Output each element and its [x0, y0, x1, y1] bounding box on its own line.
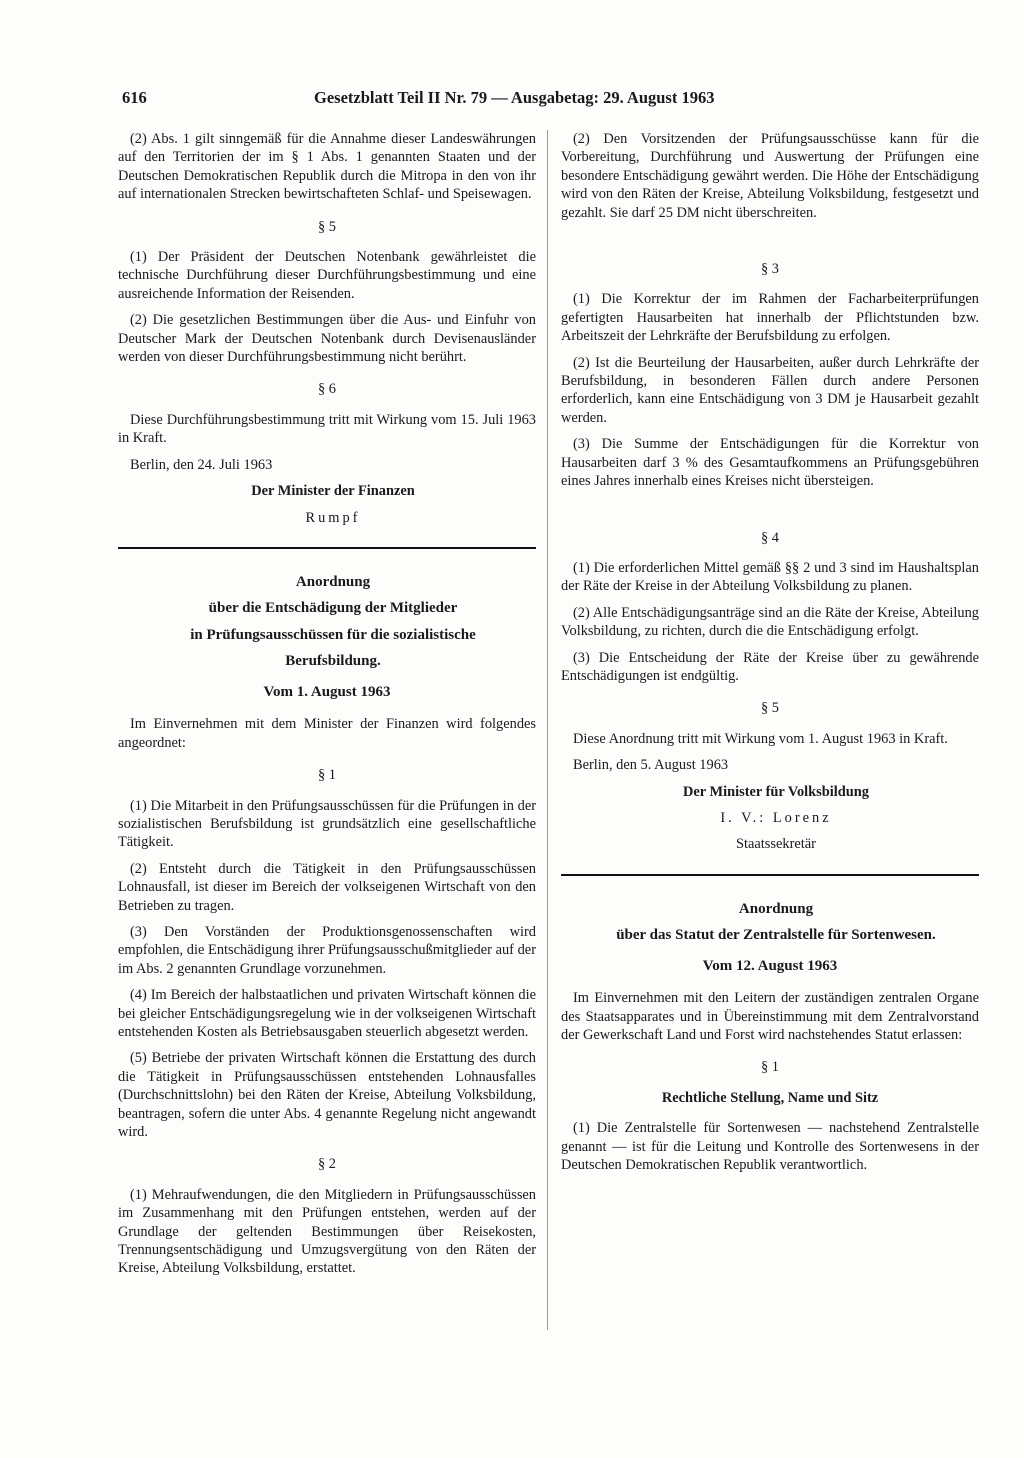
section-heading: § 5 [318, 218, 336, 235]
page-header [122, 88, 782, 112]
section-heading: § 1 [761, 1059, 779, 1076]
page-number: 616 [122, 88, 147, 107]
paragraph: (1) Die erforderlichen Mittel gemäß §§ 2 und 3 sind im Haushaltsplan der Räte der Kreise in der Abteilung Volksbildung zu planen. [561, 559, 979, 595]
paragraph: (1) Die Zentralstelle für Sortenwesen — nachstehend Zentralstelle genannt — ist für die Leitung und Kontrolle des Sortenwesens in der Deutschen Demokratischen Republik verantwortlich. [561, 1120, 979, 1174]
signer-title: Der Minister für Volksbildung [683, 783, 869, 800]
section-heading: § 2 [318, 1156, 336, 1173]
paragraph: (1) Die Korrektur der im Rahmen der Facharbeiterprüfungen gefertigten Hausarbeiten hat innerhalb der Pflichtstunden bzw. Arbeitszeit der Lehrkräfte der Berufsbildung zu erfolgen. [561, 291, 979, 345]
ordinance-title: Berufsbildung. [285, 653, 381, 670]
ordinance-date: Vom 1. August 1963 [263, 683, 391, 700]
spacer [561, 499, 979, 515]
section-heading: § 4 [761, 529, 779, 546]
ordinance-title: über das Statut der Zentralstelle für Sortenwesen. [616, 927, 936, 944]
section-rule [561, 874, 979, 876]
place-date: Berlin, den 24. Juli 1963 [130, 456, 273, 473]
paragraph: (3) Den Vorständen der Produktionsgenossenschaften wird empfohlen, die Entschädigung ihrer Prüfungsausschußmitglieder auf der im Abs. 2 genannten Grundlage vorzunehmen. [118, 923, 536, 977]
paragraph: (3) Die Summe der Entschädigungen für die Korrektur von Hausarbeiten darf 3 % des Gesamtaufkommens an Prüfungsgebühren eines Jahres innerhalb eines Kreises nicht übersteigen. [561, 436, 979, 490]
left-column [118, 130, 536, 1286]
paragraph: (5) Betriebe der privaten Wirtschaft können die Erstattung des durch die Tätigkeit in Prüfungsausschüssen entstehenden Lohnausfalles (Durchschnittslohn) bei den Räten der Kreise, Abteilung Volksbildung, beantragen, sofern die unter Abs. 4 genannte Regelung nicht angewandt wird. [118, 1050, 536, 1141]
signer-title: Der Minister der Finanzen [251, 483, 415, 500]
section-subheading: Rechtliche Stellung, Name und Sitz [661, 1089, 879, 1106]
section-heading: § 1 [318, 767, 336, 784]
intro-paragraph: Im Einvernehmen mit den Leitern der zuständigen zentralen Organe des Staatsapparates und in Übereinstimmung mit dem Zentralvorstand der Gewerkschaft Land und Forst wird nachstehendes Statut erlassen: [561, 990, 979, 1043]
ordinance-date: Vom 12. August 1963 [702, 957, 838, 974]
paragraph: (2) Abs. 1 gilt sinngemäß für die Annahme dieser Landeswährungen auf den Territorien der im § 1 Abs. 1 genannten Staaten und der Deutschen Demokratischen Republik durch die Mitropa in den von ihr auf internationalen Strecken bewirtschafteten Schlaf- und Speisewagen. [118, 131, 536, 203]
right-column [561, 130, 979, 1182]
paragraph: (1) Die Mitarbeit in den Prüfungsausschüssen für die Prüfungen in der sozialistischen Berufsbildung ist grundsätzlich eine gesellschaftliche Tätigkeit. [118, 797, 536, 851]
signer-name: I. V.: Lorenz [720, 809, 832, 826]
section-heading: § 5 [761, 700, 779, 717]
section-rule [118, 547, 536, 549]
paragraph: (2) Alle Entschädigungsanträge sind an die Räte der Kreise, Abteilung Volksbildung, zu richten, durch die die Entschädigung erfolgt. [561, 604, 979, 640]
paragraph: Diese Durchführungsbestimmung tritt mit Wirkung vom 15. Juli 1963 in Kraft. [118, 411, 536, 447]
section-heading: § 3 [761, 261, 779, 278]
paragraph: (1) Mehraufwendungen, die den Mitgliedern in Prüfungsausschüssen im Zusammenhang mit den Prüfungen entstehen, werden auf der Grundlage der geltenden Bestimmungen über Reisekosten, Trennungsentschädigung und Umzugsvergütung von den Räten der Kreise, Abteilung Volksbildung, erstattet. [118, 1186, 536, 1277]
paragraph: Diese Anordnung tritt mit Wirkung vom 1. August 1963 in Kraft. [573, 730, 948, 747]
ordinance-title: Anordnung [295, 573, 371, 590]
ordinance-title: Anordnung [738, 900, 814, 917]
paragraph: (4) Im Bereich der halbstaatlichen und privaten Wirtschaft können die bei gleicher Entschädigungsregelung wie in der volkseigenen Wirtschaft entstehenden Kosten als Betriebsausgaben steuerlich abgesetzt werden. [118, 987, 536, 1040]
paragraph: (1) Der Präsident der Deutschen Notenbank gewährleistet die technische Durchführung dieser Durchführungsbestimmung und eine ausreichende Information der Reisenden. [118, 249, 536, 302]
section-heading: § 6 [318, 381, 336, 398]
intro-paragraph: Im Einvernehmen mit dem Minister der Finanzen wird folgendes angeordnet: [118, 716, 536, 751]
ordinance-title: in Prüfungsausschüssen für die sozialistische [190, 626, 476, 643]
paragraph: (2) Ist die Beurteilung der Hausarbeiten, außer durch Lehrkräfte der Berufsbildung, in besonderen Fällen durch andere Personen erforderlich, kann eine Entschädigung von 3 DM je Hausarbeit gezahlt werden. [561, 354, 979, 426]
signer-name: Rumpf [305, 509, 361, 526]
paragraph: (2) Die gesetzlichen Bestimmungen über die Aus- und Einfuhr von Deutscher Mark der Deutschen Notenbank durch Devisenausländer werden von dieser Durchführungsbestimmung nicht berührt. [118, 312, 536, 366]
running-title: Gesetzblatt Teil II Nr. 79 — Ausgabetag: 29. August 1963 [314, 88, 715, 107]
signer-role: Staatssekretär [736, 836, 816, 853]
place-date: Berlin, den 5. August 1963 [573, 757, 729, 774]
paragraph: (2) Entsteht durch die Tätigkeit in den Prüfungsausschüssen Lohnausfall, ist dieser im Bereich der volkseigenen Wirtschaft von den Betrieben zu tragen. [118, 860, 536, 914]
spacer [561, 230, 979, 246]
ordinance-title: über die Entschädigung der Mitglieder [208, 600, 458, 617]
column-divider [547, 130, 548, 1330]
paragraph: (2) Den Vorsitzenden der Prüfungsausschüsse kann für die Vorbereitung, Durchführung und Auswertung der Prüfungen eine besondere Entschädigung gewährt werden. Die Höhe der Entschädigung wird von den Räten der Kreise, Abteilung Volksbildung, festgesetzt und gezahlt. Sie darf 25 DM nicht überschreiten. [561, 131, 979, 221]
paragraph: (3) Die Entscheidung der Räte der Kreise über zu gewährende Entschädigungen ist endgültig. [561, 649, 979, 684]
